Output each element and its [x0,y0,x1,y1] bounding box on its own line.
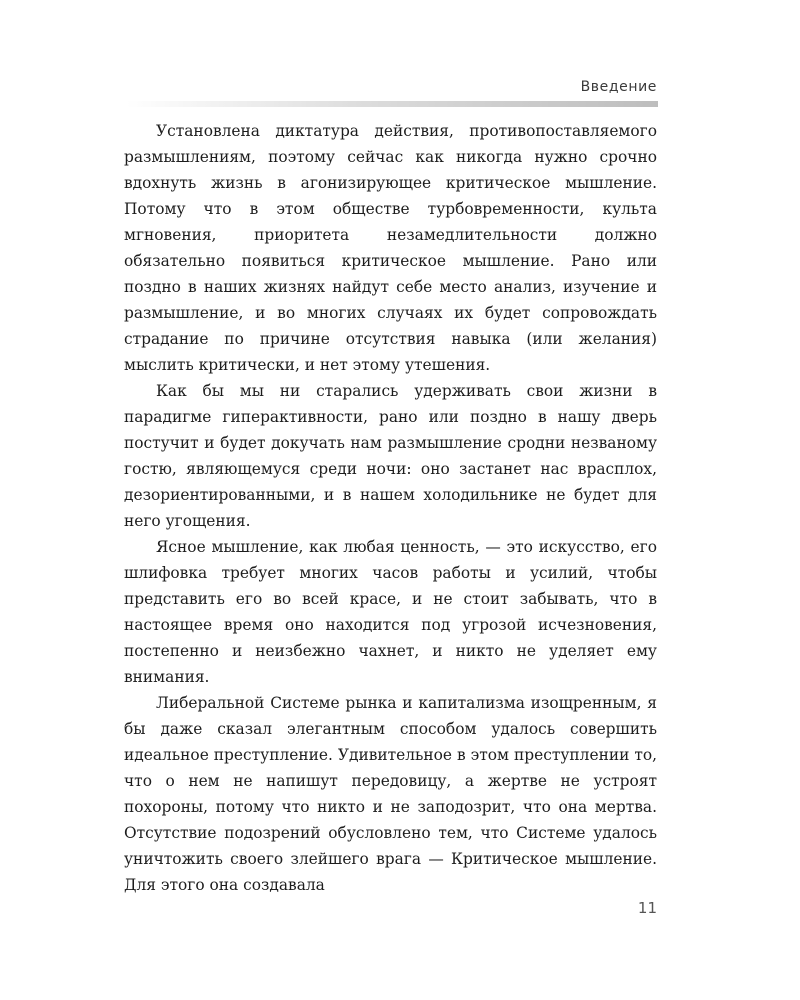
running-head-title: Введение [580,79,657,95]
header-divider [126,101,658,107]
body-text [124,118,657,898]
paragraph-3: Ясное мышление, как любая ценность, — это искусство, его шлифовка требует многих часов работы и усилий, чтобы представить его во всей красе, и не стоит забывать, что в настоящее время оно находится под угрозой исчезновения, постепенно и неизбежно чахнет, и никто не уделяет ему внимания. [124,538,657,686]
paragraph-1: Установлена диктатура действия, противопоставляемого размышлениям, поэтому сейчас как никогда нужно срочно вдохнуть жизнь в агонизирующее критическое мышление. Потому что в этом обществе турбовременности, культа мгновения, приоритета незамедлительности должно обязательно появиться критическое мышление. Рано или поздно в наших жизнях найдут себе место анализ, изучение и размышление, и во многих случаях их будет сопровождать страдание по причине отсутствия навыка (или желания) мыслить критически, и нет этому утешения. [124,122,657,374]
paragraph-4: Либеральной Системе рынка и капитализма изощренным, я бы даже сказал элегантным способом удалось совершить идеальное преступление. Удивительное в этом преступлении то, что о нем не напишут передовицу, а жертве не устроят похороны, потому что никто и не заподозрит, что она мертва. Отсутствие подозрений обусловлено тем, что Системе удалось уничтожить своего злейшего врага — Критическое мышление. Для этого она создавала [124,694,657,894]
paragraph-2: Как бы мы ни старались удерживать свои жизни в парадигме гиперактивности, рано или поздно в нашу дверь постучит и будет докучать нам размышление сродни незваному гостю, являющемуся среди ночи: оно застанет нас врасплох, дезориентированными, и в нашем холодильнике не будет для него угощения. [124,382,657,530]
page-number: 11 [637,899,657,917]
